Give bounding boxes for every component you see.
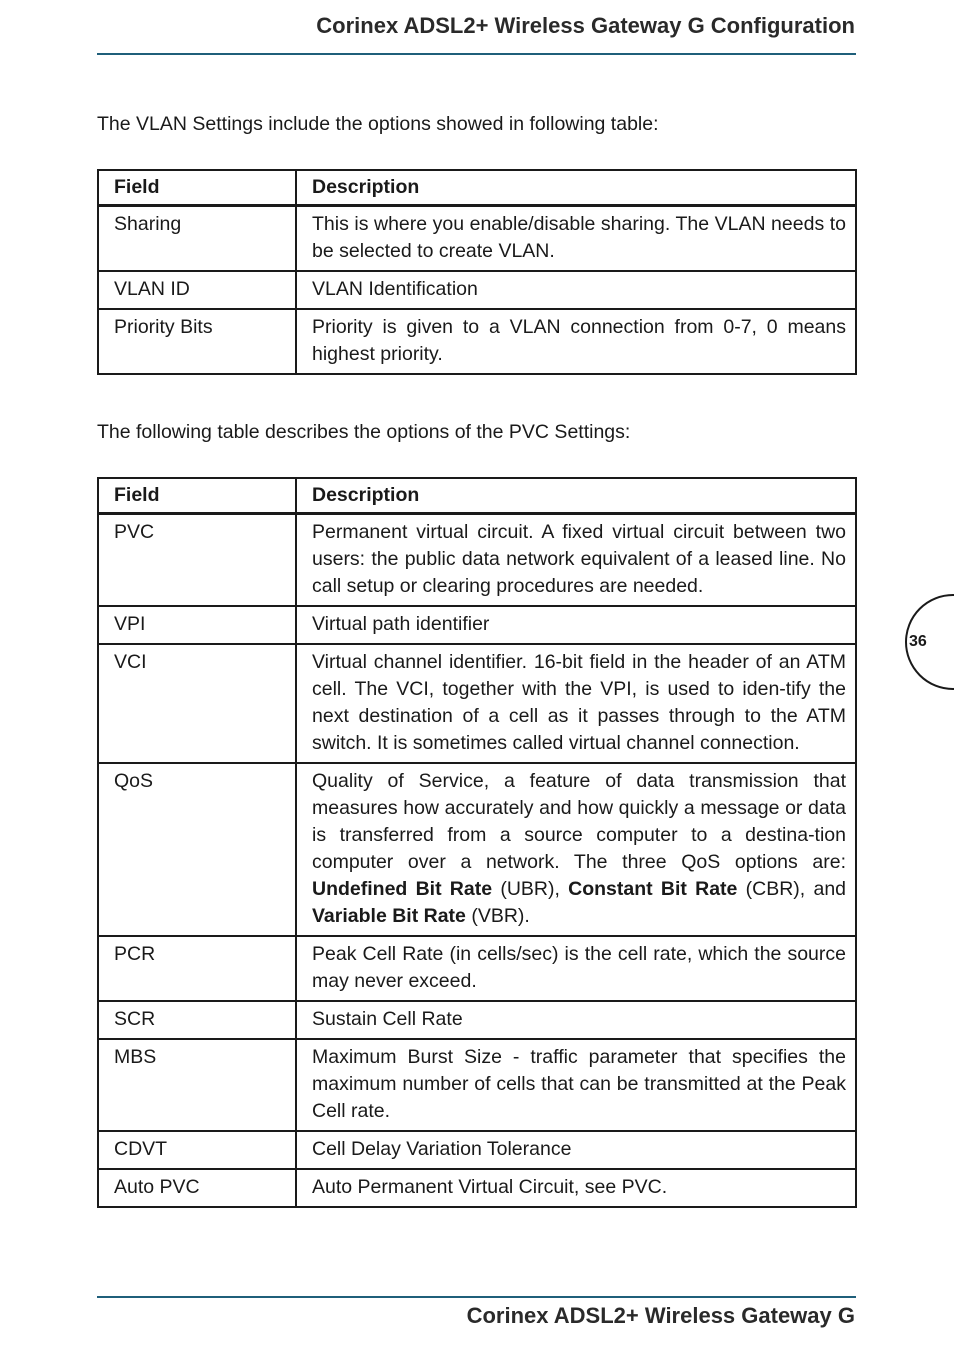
table-row [98,206,856,272]
field-cell: VPI [98,606,296,644]
pvc-settings-table [97,477,857,1208]
column-header-description: Description [296,478,856,514]
description-cell [296,763,856,936]
ubr-term: Undefined Bit Rate [312,878,493,900]
table-header-row [98,170,856,206]
vbr-abbreviation: (VBR). [471,905,530,927]
column-header-field: Field [98,478,296,514]
pvc-intro-text: The following table describes the options of the PVC Settings: [97,421,631,443]
table-row [98,309,856,374]
field-cell: QoS [98,763,296,936]
description-cell: Peak Cell Rate (in cells/sec) is the cell rate, which the source may never exceed. [296,936,856,1001]
field-cell: Priority Bits [98,309,296,374]
vlan-settings-table [97,169,857,375]
table-row [98,936,856,1001]
table-row [98,514,856,607]
column-header-description: Description [296,170,856,206]
vbr-term: Variable Bit Rate [312,905,466,927]
table-header-row [98,478,856,514]
table-row [98,1169,856,1207]
description-cell: Virtual channel identifier. 16-bit field in the header of an ATM cell. The VCI, together with the VPI, is used to iden-tify the next destination of a cell as it passes through to the ATM switch. It is sometimes called virtual channel connection. [296,644,856,763]
description-cell: Virtual path identifier [296,606,856,644]
field-cell: CDVT [98,1131,296,1169]
table-row [98,644,856,763]
field-cell: SCR [98,1001,296,1039]
table-row [98,271,856,309]
field-cell: MBS [98,1039,296,1131]
field-cell: VCI [98,644,296,763]
qos-description-text: Quality of Service, a feature of data transmission that measures how accurately and how quickly a message or data is transferred from a source computer to a destina-tion computer over a network. The three QoS options are: [312,770,846,873]
field-cell: VLAN ID [98,271,296,309]
description-cell: Sustain Cell Rate [296,1001,856,1039]
cbr-abbreviation: (CBR), [745,878,806,900]
vlan-intro-text: The VLAN Settings include the options showed in following table: [97,113,659,135]
field-cell: Auto PVC [98,1169,296,1207]
table-row [98,1001,856,1039]
cbr-term: Constant Bit Rate [568,878,738,900]
footer-rule [97,1296,856,1298]
ubr-abbreviation: (UBR), [500,878,560,900]
page-header-title: Corinex ADSL2+ Wireless Gateway G Configuration [316,13,855,38]
description-cell: Auto Permanent Virtual Circuit, see PVC. [296,1169,856,1207]
description-cell: Maximum Burst Size - traffic parameter that specifies the maximum number of cells that can be transmitted at the Peak Cell rate. [296,1039,856,1131]
field-cell: PVC [98,514,296,607]
description-cell: Permanent virtual circuit. A fixed virtual circuit between two users: the public data network equivalent of a leased line. No call setup or clearing procedures are needed. [296,514,856,607]
table-row [98,606,856,644]
description-cell: This is where you enable/disable sharing. The VLAN needs to be selected to create VLAN. [296,206,856,272]
header-rule [97,53,856,55]
table-row [98,1039,856,1131]
description-cell: VLAN Identification [296,271,856,309]
column-header-field: Field [98,170,296,206]
page-number: 36 [909,633,927,650]
table-row [98,763,856,936]
description-cell: Priority is given to a VLAN connection from 0-7, 0 means highest priority. [296,309,856,374]
table-row [98,1131,856,1169]
conjunction-text: and [813,878,847,900]
page-footer-title: Corinex ADSL2+ Wireless Gateway G [466,1303,855,1328]
description-cell: Cell Delay Variation Tolerance [296,1131,856,1169]
field-cell: Sharing [98,206,296,272]
field-cell: PCR [98,936,296,1001]
